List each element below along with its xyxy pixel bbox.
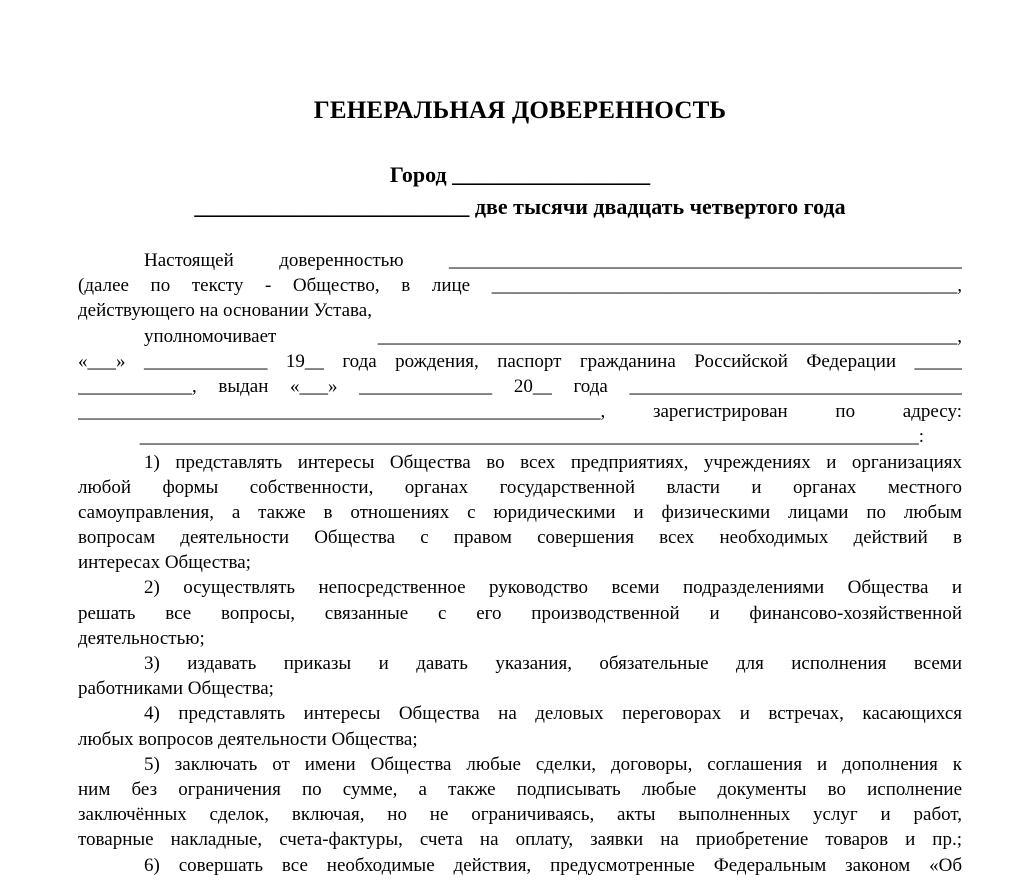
item-line: 6) совершать все необходимые действия, предусмотренные Федеральным законом «Об: [144, 854, 962, 876]
text-line: ____________, выдан «___» ______________ 20__ года ___________________________________: [78, 375, 962, 397]
item-line: 1) представлять интересы Общества во всех предприятиях, учреждениях и организациях: [144, 451, 962, 473]
text-line: __________________________________________________________________________________:: [139, 426, 924, 448]
authorizes-label: уполномочивает _____________________________________________________________,: [144, 325, 962, 347]
date-line: _________________________ две тысячи двадцать четвертого года: [194, 194, 846, 219]
list-item: [78, 651, 962, 701]
list-item: [78, 752, 962, 853]
item-line: вопросам деятельности Общества с правом совершения всех необходимых действий в: [78, 527, 962, 549]
item-line: любой формы собственности, органах государственной власти и органах местного: [78, 476, 962, 498]
item-line: 3) издавать приказы и давать указания, обязательные для исполнения всеми: [144, 653, 962, 674]
item-line: самоуправления, а также в отношениях с юридическими и физическими лицами по любым: [78, 501, 962, 523]
item-line: 4) представлять интересы Общества на деловых переговорах и встречах, касающихся: [144, 703, 962, 725]
city-line: Город __________________: [389, 162, 651, 187]
text-line: _______________________________________________________, зарегистрирован по адресу:: [78, 401, 962, 423]
text-line: действующего на основании Устава,: [78, 300, 372, 322]
item-line: интересах Общества;: [78, 552, 251, 574]
document-body: [78, 248, 962, 878]
document-title: ГЕНЕРАЛЬНАЯ ДОВЕРЕННОСТЬ: [313, 97, 727, 124]
item-line: товарные накладные, счета-фактуры, счета на оплату, заявки на приобретение товаров и пр.;: [78, 829, 962, 851]
item-line: заключённых сделок, включая, но не ограничиваясь, акты выполненных услуг и работ,: [78, 804, 962, 826]
text-line: «___» _____________ 19__ года рождения, паспорт гражданина Российской Федерации _____: [78, 350, 962, 372]
text-line: [78, 324, 962, 349]
list-item: [78, 450, 962, 576]
list-item: [78, 853, 962, 878]
item-line: работниками Общества;: [78, 678, 274, 700]
text-line: Настоящей доверенностью ______________________________________________________: [144, 250, 962, 271]
item-line: любых вопросов деятельности Общества;: [78, 728, 418, 750]
item-line: деятельностью;: [78, 627, 205, 649]
item-line: решать все вопросы, связанные с его производственной и финансово-хозяйственной: [78, 602, 962, 624]
list-item: [78, 701, 962, 751]
item-line: 2) осуществлять непосредственное руководство всеми подразделениями Общества и: [144, 577, 962, 599]
item-line: ним без ограничения по сумме, а также подписывать любые документы во исполнение: [78, 778, 962, 800]
list-item: [78, 575, 962, 651]
item-line: 5) заключать от имени Общества любые сделки, договоры, соглашения и дополнения к: [144, 753, 962, 775]
text-line: (далее по тексту - Общество, в лице _________________________________________________,: [78, 275, 962, 297]
